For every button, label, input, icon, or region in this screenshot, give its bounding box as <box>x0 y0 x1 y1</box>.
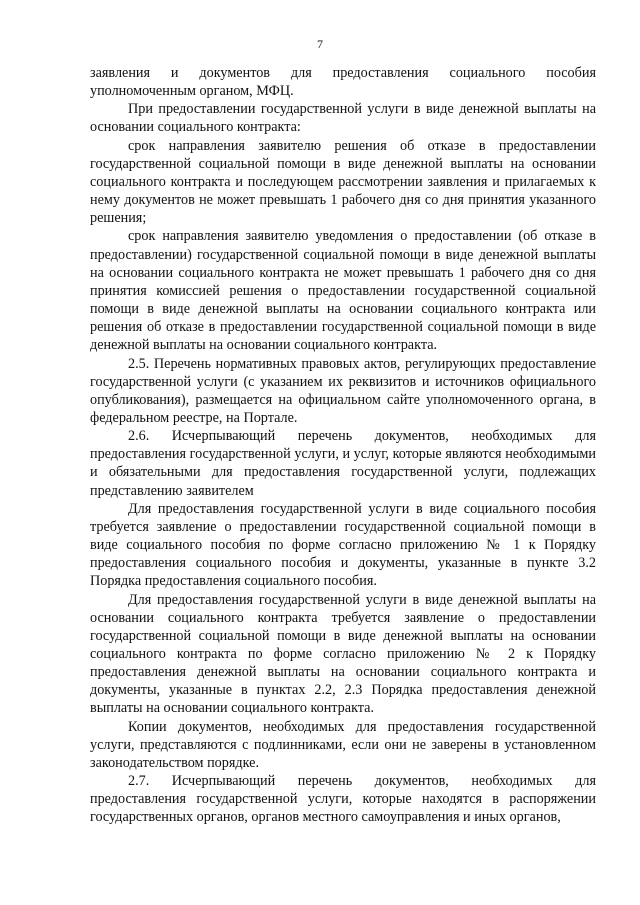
paragraph: срок направления заявителю решения об отказе в предоставлении государственной социальной помощи в виде денежной выплаты на основании социального контракта и последующем рассмотрении заявления и прилагаемых к нему документов не может превышать 1 рабочего дня со дня принятия указанного решения; <box>90 137 596 227</box>
paragraph: Для предоставления государственной услуги в виде денежной выплаты на основании социального контракта требуется заявление о предоставлении государственной социальной помощи в виде денежной выплаты на основании социального контракта по форме согласно приложению № 2 к Порядку предоставления денежной выплаты на основании социального контракта и документы, указанные в пунктах 2.2, 2.3 Порядка предоставления денежной выплаты на основании социального контракта. <box>90 591 596 717</box>
paragraph: При предоставлении государственной услуги в виде денежной выплаты на основании социального контракта: <box>90 101 596 136</box>
paragraph: Для предоставления государственной услуги в виде социального пособия требуется заявление о предоставлении государственной социальной помощи в виде социального пособия по форме согласно приложению № 1 к Порядку предоставления социального пособия и документы, указанные в пункте 3.2 Порядка предоставления социального пособия. <box>90 500 596 590</box>
paragraph: срок направления заявителю уведомления о предоставлении (об отказе в предоставлении) государственной социальной помощи в виде денежной выплаты на основании социального контракта не может превышать 1 рабочего дня со дня принятия комиссией решения о предоставлении государственной социальной помощи в виде денежной выплаты на основании социального контракта или решения об отказе в предоставлении государственной социальной помощи в виде денежной выплаты на основании социального контракта. <box>90 228 596 354</box>
paragraph-continuation: заявления и документов для предоставления социального пособия уполномоченным органом, МФЦ. <box>90 65 596 100</box>
section-2-5: 2.5. Перечень нормативных правовых актов, регулирующих предоставление государственной услуги (с указанием их реквизитов и источников официального опубликования), размещается на официальном сайте уполномоченного органа, в федеральном реестре, на Портале. <box>90 355 596 426</box>
section-2-6: 2.6. Исчерпывающий перечень документов, необходимых для предоставления государственной услуги, и услуг, которые являются необходимыми и обязательными для предоставления государственной услуги, подлежащих представлению заявителем <box>90 428 596 499</box>
page-number: 7 <box>317 37 323 51</box>
section-2-7: 2.7. Исчерпывающий перечень документов, необходимых для предоставления государственной услуги, которые находятся в распоряжении государственных органов, органов местного самоуправления и иных органов, <box>90 773 596 826</box>
paragraph: Копии документов, необходимых для предоставления государственной услуги, представляются с подлинниками, если они не заверены в установленном законодательством порядке. <box>90 718 596 771</box>
document-body <box>90 64 596 827</box>
